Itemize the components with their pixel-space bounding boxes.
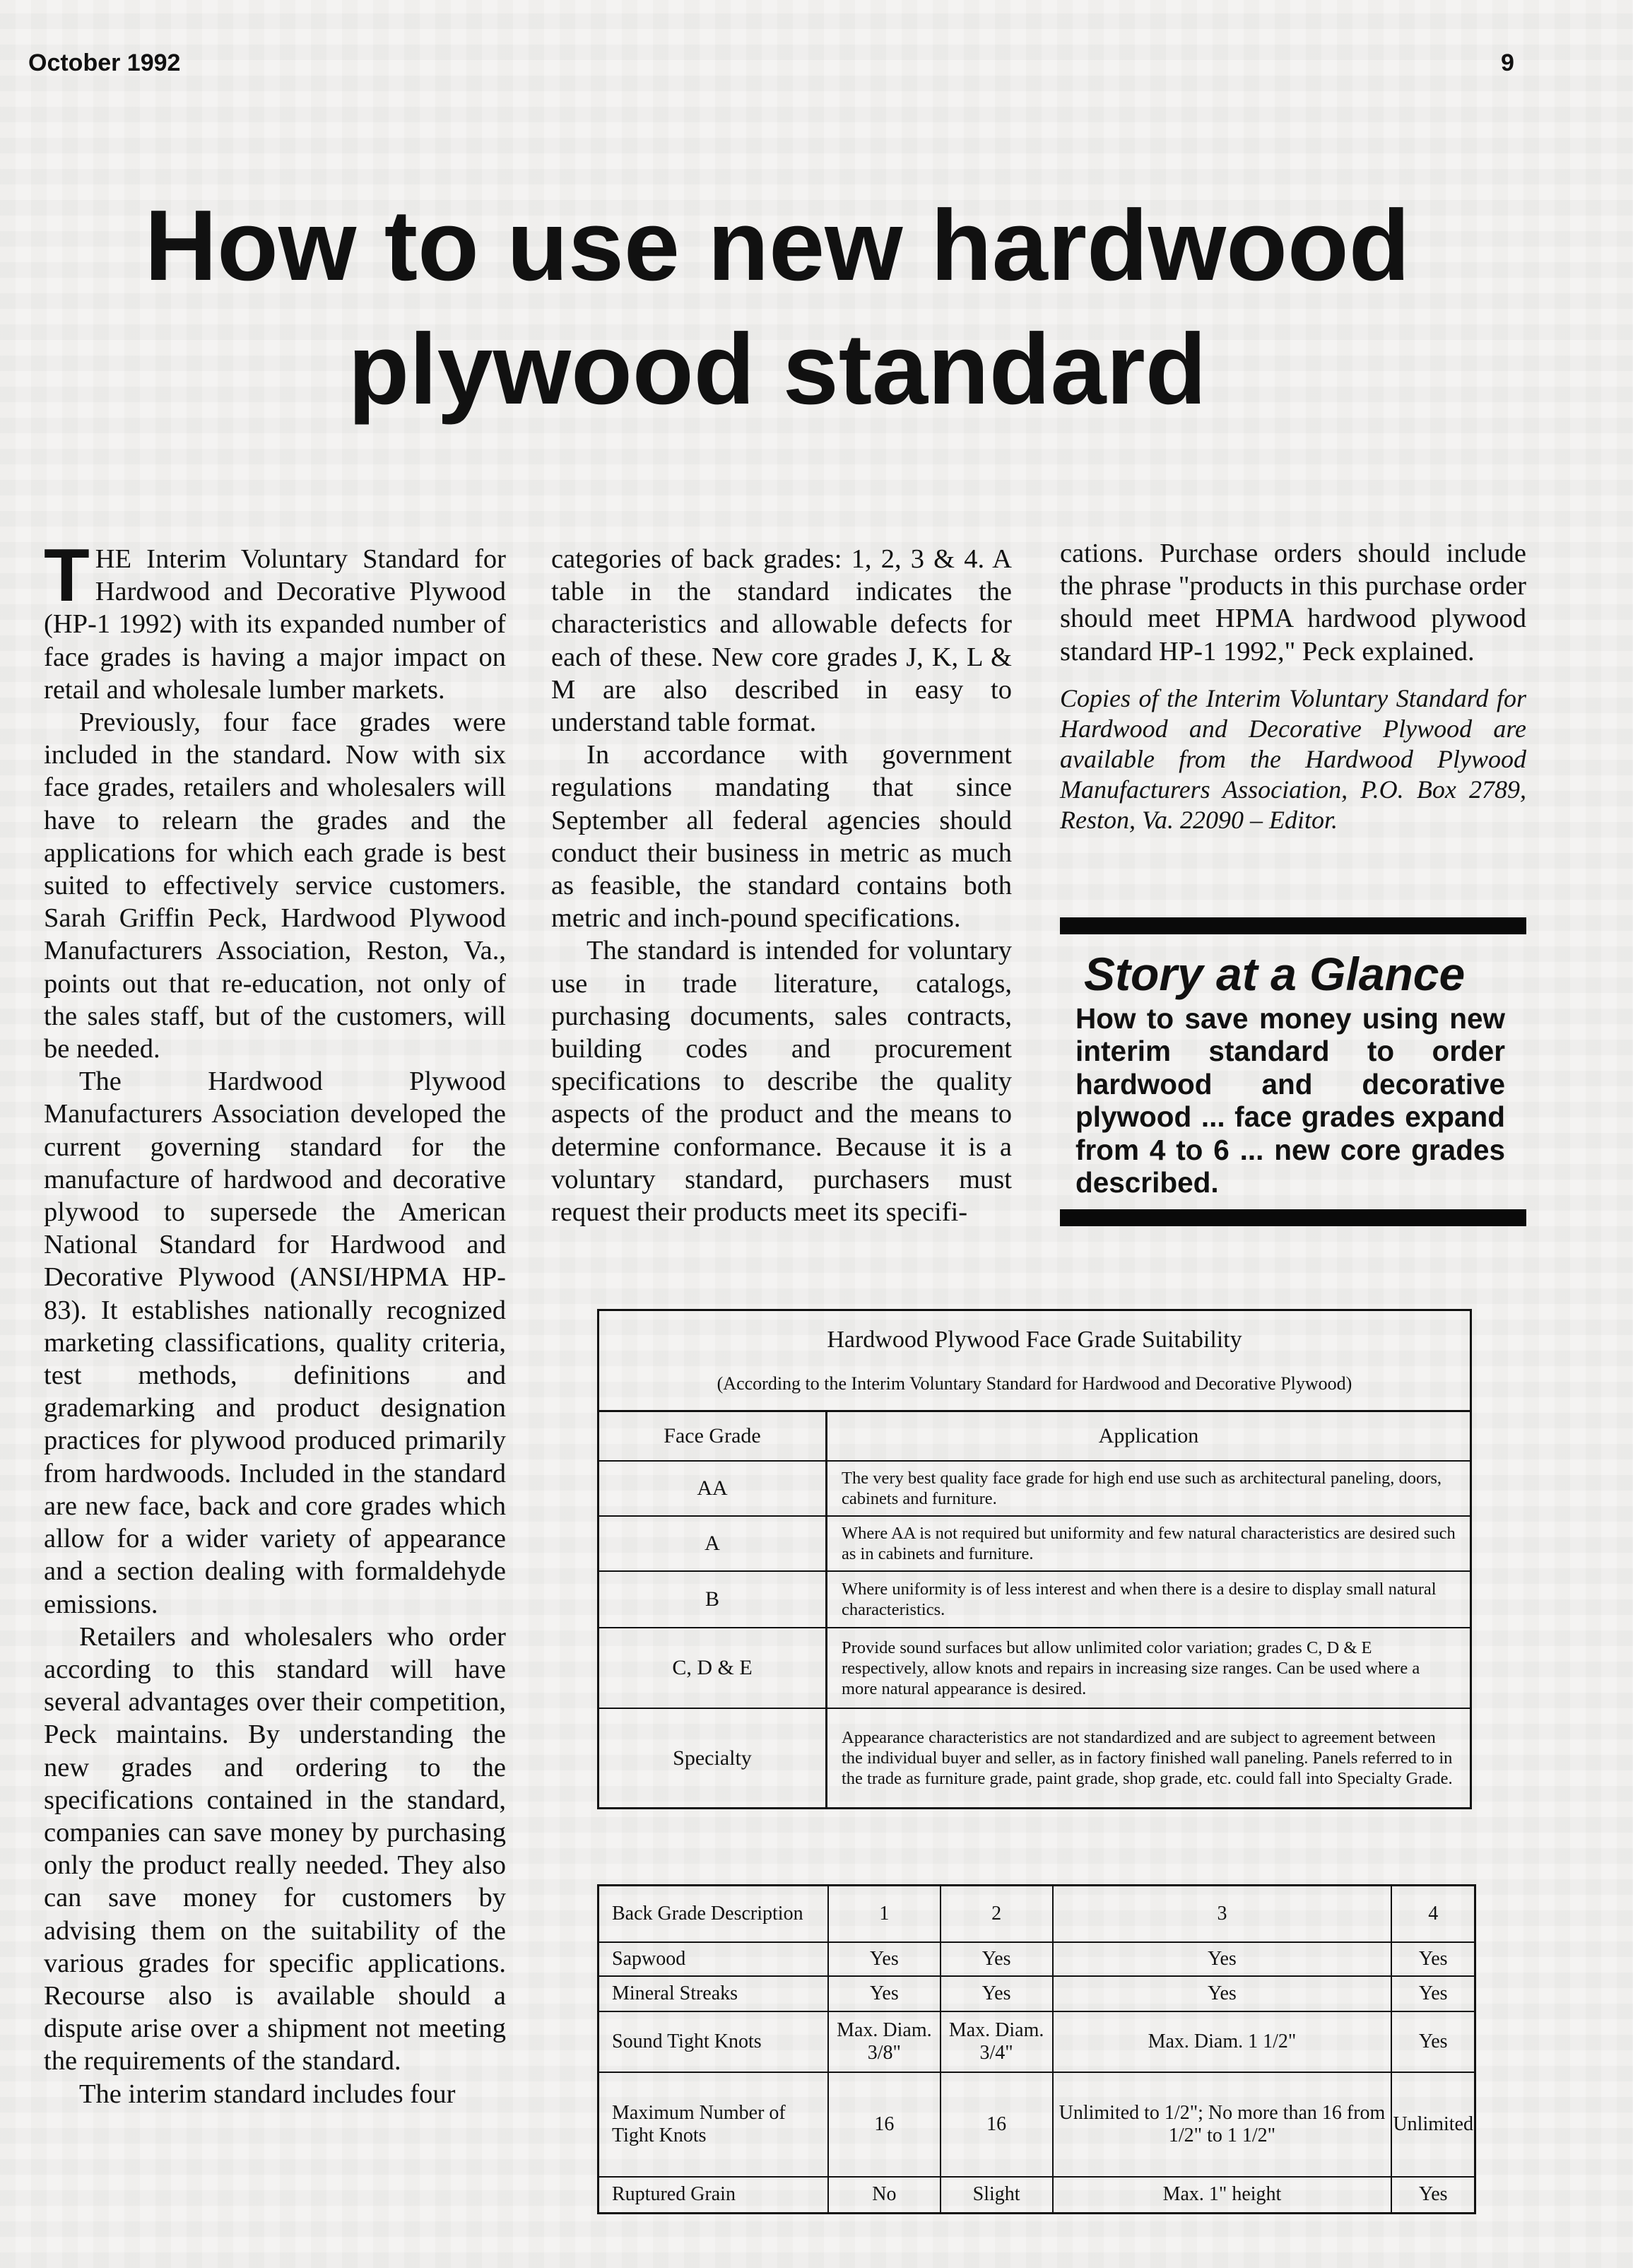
table-subtitle: (According to the Interim Voluntary Standard for Hardwood and Decorative Plywood) bbox=[599, 1368, 1470, 1412]
article-paragraph: THE Interim Voluntary Standard for Hardwood and Decorative Plywood (HP-1 1992) with its expanded number of face grades is having a major impact on retail and wholesale lumber markets. bbox=[44, 534, 506, 705]
back-grade-table bbox=[597, 1884, 1476, 2214]
row-label: Sound Tight Knots bbox=[599, 2011, 829, 2072]
article-paragraph: In accordance with government regulations mandating that since September all federal agencies should conduct their business in metric as much as feasible, the standard contains both metric and inch-pound specifications. bbox=[551, 740, 1012, 934]
editor-note: Copies of the Interim Voluntary Standard for Hardwood and Decorative Plywood are available from the Hardwood Plywood Manufacturers Association, P.O. Box 2789, Reston, Va. 22090 – Editor. bbox=[1060, 683, 1526, 834]
column-header: 4 bbox=[1391, 1886, 1475, 1942]
table-row bbox=[599, 1461, 1470, 1516]
column-header: 3 bbox=[1053, 1886, 1392, 1942]
table-cell: Slight bbox=[941, 2177, 1053, 2214]
article-paragraph: Previously, four face grades were included in the standard. Now with six face grades, retailers and wholesalers will have to relearn the grades and the applications for which each grade is best suited to effectively service customers. Sarah Griffin Peck, Hardwood Plywood Manufacturers Association, Reston, Va., points out that re-education, not only of the sales staff, but of the customers, will be needed. bbox=[44, 707, 506, 1064]
table-cell: Yes bbox=[1053, 1976, 1392, 2011]
row-label: Maximum Number of Tight Knots bbox=[599, 2072, 829, 2177]
grade-cell: Specialty bbox=[599, 1708, 827, 1807]
article-column-3 bbox=[1060, 537, 1526, 1226]
glance-bottom-rule bbox=[1060, 1209, 1526, 1226]
table-cell: Yes bbox=[941, 1976, 1053, 2011]
column-header: 2 bbox=[941, 1886, 1053, 1942]
table-cell: Yes bbox=[1391, 1942, 1475, 1976]
table-cell: Max. 1" height bbox=[1053, 2177, 1392, 2214]
col1-tail: The interim standard includes four bbox=[79, 2079, 456, 2109]
table-cell: Yes bbox=[941, 1942, 1053, 1976]
article-paragraph bbox=[551, 543, 1012, 739]
application-cell: Where AA is not required but uniformity and few natural characteristics are desired such as in cabinets and furniture. bbox=[827, 1516, 1470, 1571]
table-row bbox=[599, 1571, 1470, 1628]
column-header: 1 bbox=[828, 1886, 941, 1942]
col2-head: categories of back grades: 1, 2, 3 & 4. A table in the standard indicates the characteristics and allowable defects for each of these. New core grades J, K, L & M are also described in easy to understand table format. bbox=[551, 544, 1012, 738]
article-paragraph: The Hardwood Plywood Manufacturers Association developed the current governing standard for the manufacture of hardwood and decorative plywood to supersede the American National Standard for Hardwood and Decorative Plywood (ANSI/HPMA HP-83). It establishes nationally recognized marketing classifications, quality criteria, test methods, definitions and grademarking and product designation practices for plywood produced primarily from hardwoods. Included in the standard are new face, back and core grades which allow for a wider variety of appearance and a section dealing with formaldehyde emissions. bbox=[44, 1067, 506, 1619]
table-cell: Max. Diam. 1 1/2" bbox=[1053, 2011, 1392, 2072]
table-cell: No bbox=[828, 2177, 941, 2214]
headline-line-1: How to use new hardwood bbox=[144, 189, 1410, 302]
issue-date: October 1992 bbox=[28, 49, 181, 76]
application-cell: Appearance characteristics are not standardized and are subject to agreement between the individual buyer and seller, as in factory finished wall paneling. Panels referred to in the trade as furniture grade, paint grade, shop grade, etc. could fall into Specialty Grade. bbox=[827, 1708, 1470, 1807]
table-cell: 16 bbox=[828, 2072, 941, 2177]
table-cell: Yes bbox=[1391, 2177, 1475, 2214]
glance-top-rule bbox=[1060, 917, 1526, 934]
row-label: Ruptured Grain bbox=[599, 2177, 829, 2214]
table-row bbox=[599, 1976, 1475, 2011]
column-header: Application bbox=[1098, 1424, 1199, 1447]
table-cell: Yes bbox=[1391, 1976, 1475, 2011]
page-number: 9 bbox=[1501, 49, 1514, 76]
face-grade-grid bbox=[599, 1412, 1470, 1807]
table-cell: Yes bbox=[1391, 2011, 1475, 2072]
grade-cell: A bbox=[599, 1516, 827, 1571]
article-paragraph: Retailers and wholesalers who order according to this standard will have several advantages over their competition, Peck maintains. By understanding the new grades and ordering to the specifications contained in the standard, companies can save money by purchasing only the product really needed. They also can save money for customers by advising them on the suitability of the various grades for specific applications. Recourse also is available should a dispute arise over a shipment not meeting the requirements of the standard. bbox=[44, 1621, 506, 2076]
application-cell: The very best quality face grade for high end use such as architectural paneling, doors, cabinets and furniture. bbox=[827, 1461, 1470, 1516]
headline bbox=[71, 184, 1484, 431]
table-row bbox=[599, 1708, 1470, 1807]
article-paragraph bbox=[1060, 537, 1526, 668]
application-cell: Where uniformity is of less interest and when there is a desire to display small natural characteristics. bbox=[827, 1571, 1470, 1628]
drop-cap: T bbox=[44, 534, 90, 617]
table-cell: Unlimited to 1/2"; No more than 16 from 1/2" to 1 1/2" bbox=[1053, 2072, 1392, 2177]
table-cell: Yes bbox=[828, 1976, 941, 2011]
table-cell: Yes bbox=[1053, 1942, 1392, 1976]
column-header: Face Grade bbox=[599, 1412, 827, 1461]
table-row bbox=[599, 1942, 1475, 1976]
grade-cell: C, D & E bbox=[599, 1628, 827, 1708]
article-column-2 bbox=[551, 543, 1012, 1228]
table-header-row bbox=[599, 1886, 1475, 1942]
headline-line-2: plywood standard bbox=[348, 313, 1207, 425]
table-row bbox=[599, 2177, 1475, 2214]
glance-body: How to save money using new interim standard to order hardwood and decorative plywood ... face grades expand from 4 to 6 ... new core grades described. bbox=[1075, 1001, 1505, 1199]
row-label: Mineral Streaks bbox=[599, 1976, 829, 2011]
column-header: Back Grade Description bbox=[599, 1886, 829, 1942]
grade-cell: B bbox=[599, 1571, 827, 1628]
table-cell: Max. Diam. 3/8" bbox=[828, 2011, 941, 2072]
table-cell: Unlimited bbox=[1391, 2072, 1475, 2177]
table-title: Hardwood Plywood Face Grade Suitability bbox=[827, 1327, 1242, 1353]
article-paragraph bbox=[551, 934, 1012, 1228]
grade-cell: AA bbox=[599, 1461, 827, 1516]
table-cell: Yes bbox=[828, 1942, 941, 1976]
col2-tail: The standard is intended for voluntary use in trade literature, catalogs, purchasing documents, sales contracts, building codes and procurement specifications to describe the quality aspects of the product and the means to determine conformance. Because it is a voluntary standard, purchasers must request their products meet its specifi- bbox=[551, 936, 1012, 1228]
article-paragraph bbox=[44, 2078, 506, 2110]
article-column-1 bbox=[44, 534, 506, 2110]
row-label: Sapwood bbox=[599, 1942, 829, 1976]
table-header-row bbox=[599, 1412, 1470, 1461]
application-cell: Provide sound surfaces but allow unlimited color variation; grades C, D & E respectively, allow knots and repairs in increasing size ranges. Can be used where a more natural appearance is desired. bbox=[827, 1628, 1470, 1708]
table-cell: 16 bbox=[941, 2072, 1053, 2177]
table-row bbox=[599, 1628, 1470, 1708]
glance-title: Story at a Glance bbox=[1084, 947, 1466, 1000]
story-at-a-glance bbox=[1060, 917, 1526, 1226]
table-row bbox=[599, 1516, 1470, 1571]
table-row bbox=[599, 2011, 1475, 2072]
face-grade-table bbox=[597, 1309, 1472, 1809]
table-row bbox=[599, 2072, 1475, 2177]
table-cell: Max. Diam. 3/4" bbox=[941, 2011, 1053, 2072]
col3-head: cations. Purchase orders should include the phrase "products in this purchase order should meet HPMA hardwood plywood standard HP-1 1992," Peck explained. bbox=[1060, 539, 1526, 666]
